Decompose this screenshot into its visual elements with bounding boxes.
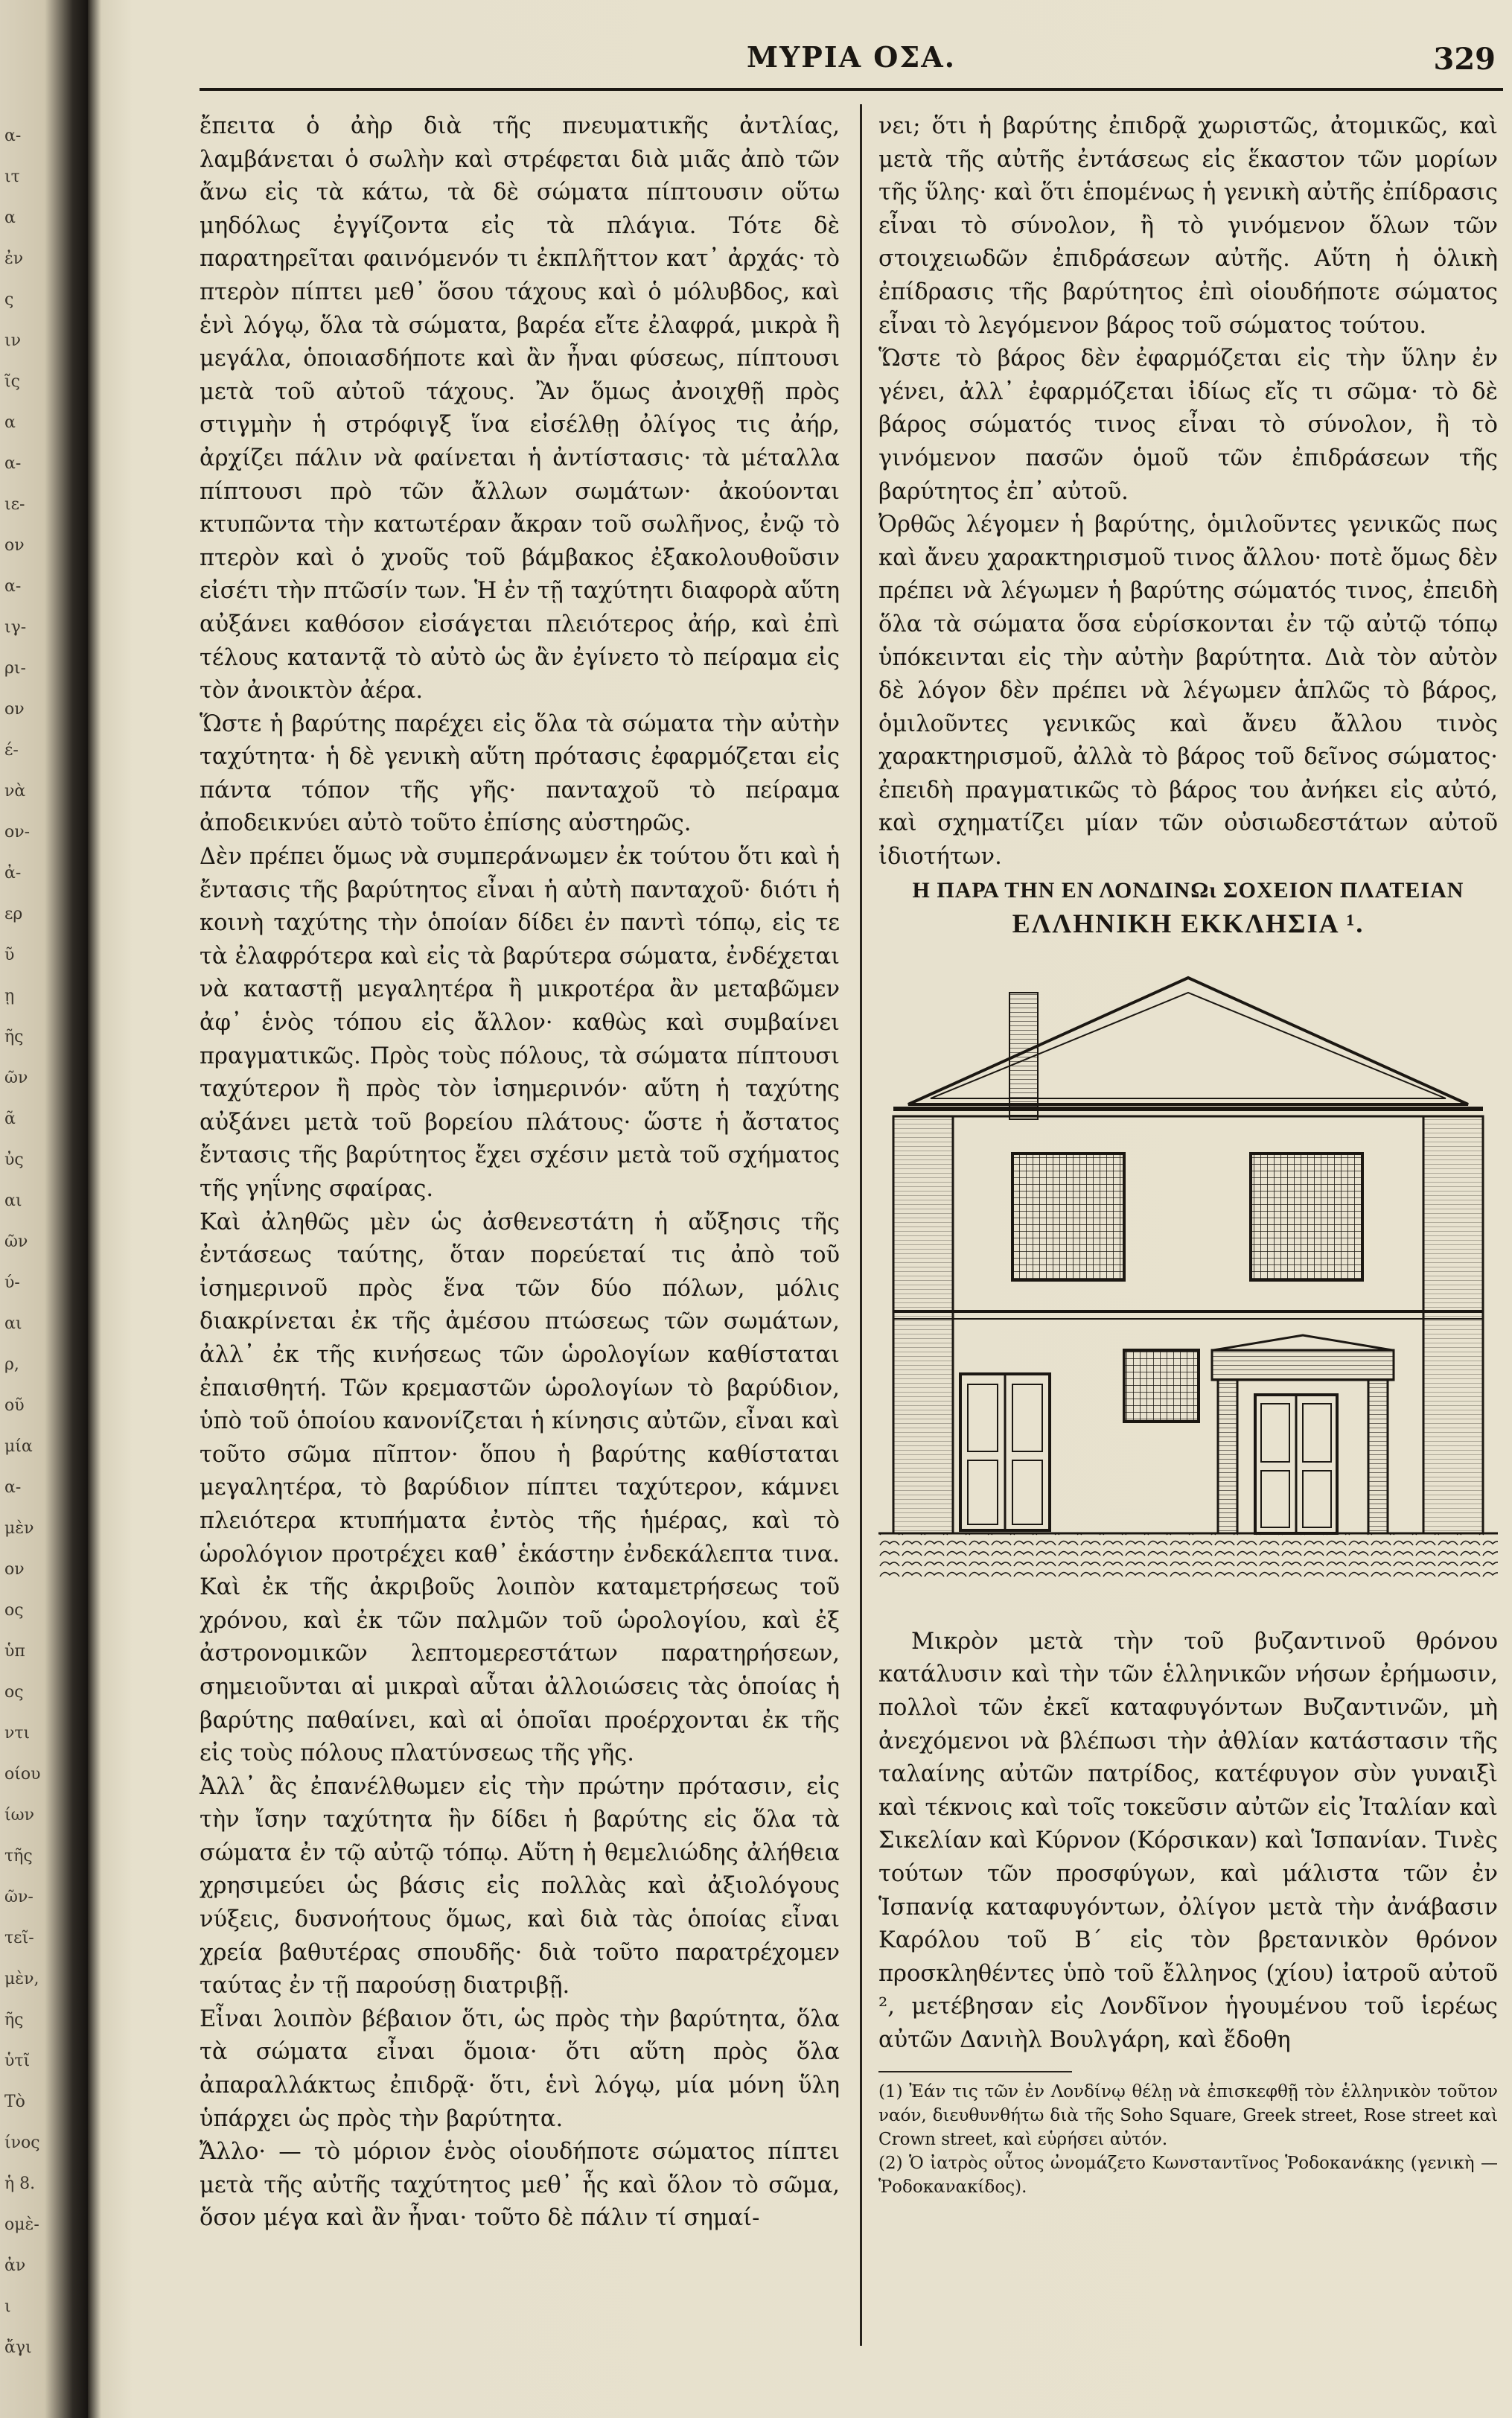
previous-page-fragment: ὑτῖ (4, 2052, 31, 2070)
previous-page-fragment: ᾶ (4, 1110, 16, 1128)
previous-page-fragment: ὐς (4, 1151, 24, 1169)
previous-page-fragment: ίνος (4, 2134, 40, 2152)
previous-page-fragment: οῦ (4, 1396, 25, 1415)
previous-page-fragment: μὲν (4, 1519, 34, 1538)
page-header (200, 36, 1503, 91)
previous-page-fragment: ῆς (4, 1028, 24, 1046)
paragraph: Μικρὸν μετὰ τὴν τοῦ βυζαντινοῦ θρόνου κατάλυσιν καὶ τὴν τῶν ἑλληνικῶν νήσων ἐρήμωσιν, πολλοὶ τῶν ἐκεῖ καταφυγόντων Βυζαντινῶν, μὴ ἀνεχόμενοι νὰ βλέπωσι τὴν ἀθλίαν κατάστασιν τῆς ταλαίνης αὐτῶν πατρίδος, κατέφυγον σὺν γυναιξὶ καὶ τέκνοις καὶ τοῖς τοκεῦσιν αὐτῶν εἰς Ἰταλίαν καὶ Σικελίαν καὶ Κύρνον (Κόρσικαν) καὶ Ἱσπανίαν. Τινὲς τούτων τῶν προσφύγων, καὶ μάλιστα τῶν ἐν Ἱσπανίᾳ καταφυγόντων, ὀλίγον μετὰ τὴν ἀνάβασιν Καρόλου τοῦ Β´ εἰς τὸν βρετανικὸν θρόνον προσκληθέντες ὑπὸ τοῦ ἔλληνος (χίου) ἰατροῦ αὐτοῦ ², μετέβησαν εἰς Λονδῖνον ἡγουμένου τοῦ ἱερέως αὐτῶν Δανιὴλ Βουλγάρη, καὶ ἔδοθη (878, 1628, 1498, 2053)
previous-page-fragment: ρι- (4, 659, 26, 678)
paragraph: Ὥστε ἡ βαρύτης παρέχει εἰς ὅλα τὰ σώματα τὴν αὐτὴν ταχύτητα· ἡ δὲ γενικὴ αὕτη πρότασις ἐφαρμόζεται εἰς πάντα τόπον τῆς γῆς· πανταχοῦ τὸ πείραμα ἀποδεικνύει αὐτὸ τοῦτο ἐπίσης αὐστηρῶς. (200, 710, 840, 837)
previous-page-fragment: ῶν (4, 1232, 28, 1251)
paragraph: Ὥστε τὸ βάρος δὲν ἐφαρμόζεται εἰς τὴν ὕλην ἐν γένει, ἀλλ᾽ ἐφαρμόζεται ἰδίως εἴς τι σῶμα· τὸ δὲ βάρος σώματός τινος εἶναι τὸ σύνολον, ἢ τὸ γινόμενον πασῶν ὁμοῦ τῶν ἐπιδράσεων τῆς βαρύτητος ἐπ᾽ αὐτοῦ. (878, 346, 1498, 505)
footnote: (2) Ὁ ἰατρὸς οὗτος ὠνομάζετο Κωνσταντῖνος Ῥοδοκανάκης (γενικὴ — Ῥοδοκανακίδος). (878, 2153, 1498, 2197)
previous-page-fragment: ος (4, 1601, 24, 1620)
previous-page-fragment: ῶν (4, 1069, 28, 1087)
column-divider (860, 104, 862, 2346)
previous-page-fragment: ῖς (4, 372, 20, 391)
section-title: ΕΛΛΗΝΙΚΗ ΕΚΚΛΗΣΙΑ ¹. (1012, 909, 1365, 939)
paragraph: Ἄλλο· — τὸ μόριον ἑνὸς οἱουδήποτε σώματος πίπτει μετὰ τῆς αὐτῆς ταχύτητος μεθ᾽ ἧς καὶ ὅλον τὸ σῶμα, ὅσον μέγα καὶ ἂν ἦναι· τοῦτο δὲ πάλιν τί σημαί- (200, 2139, 840, 2232)
footnote: (1) Ἐάν τις τῶν ἐν Λονδίνῳ θέλῃ νὰ ἐπισκεφθῇ τὸν ἑλληνικὸν τοῦτον ναόν, διευθυνθήτω διὰ τῆς Soho Square, Greek street, Rose street καὶ Crown street, καὶ εὑρήσει αὐτόν. (878, 2081, 1498, 2149)
previous-page-fragment: ς (4, 290, 14, 309)
previous-page-fragment: α (4, 209, 16, 227)
previous-page-fragment: ον- (4, 823, 31, 841)
previous-page-fragment: ἀν (4, 2256, 26, 2275)
previous-page-edge (0, 0, 88, 2418)
section-heading: Η ΠΑΡΑ ΤΗΝ ΕΝ ΛΟΝΔΙΝΩι ΣΟΧΕΙΟΝ ΠΛΑΤΕΙΑΝ (912, 877, 1464, 903)
previous-page-fragment: αι (4, 1314, 22, 1333)
previous-page-fragment: ἄγι (4, 2338, 32, 2357)
footnote-rule (878, 2071, 1072, 2080)
running-title: ΜΥΡΙΑ ΟΣΑ. (747, 40, 956, 74)
previous-page-fragment: ἡ 8. (4, 2174, 36, 2193)
previous-page-fragment: ος (4, 1683, 24, 1702)
previous-page-fragment: τῆς (4, 1847, 33, 1865)
previous-page-fragment: ερ (4, 905, 23, 923)
previous-page-fragment: ιε- (4, 495, 25, 514)
right-column (878, 110, 1498, 2199)
page (88, 0, 1512, 2418)
previous-page-fragment: ρ, (4, 1355, 19, 1374)
previous-page-fragment: ῆς (4, 2011, 24, 2029)
previous-page-fragment: οίου (4, 1765, 41, 1784)
previous-page-fragment: τεῖ- (4, 1929, 34, 1947)
paragraph: Δὲν πρέπει ὅμως νὰ συμπεράνωμεν ἐκ τούτου ὅτι καὶ ἡ ἔντασις τῆς βαρύτητος εἶναι ἡ αὐτὴ πανταχοῦ· διότι ἡ κοινὴ ταχύτης τὴν ὁποίαν δίδει ἐν παντὶ τόπῳ, εἰς τε τὰ ἐλαφρότερα καὶ εἰς τὰ βαρύτερα σώματα, ἐνδέχεται νὰ καταστῇ μεγαλητέρα ἢ μικροτέρα ἂν μεταβῶμεν ἀφ᾽ ἑνὸς τόπου εἰς ἄλλον· καθὼς καὶ συμβαίνει πραγματικῶς. Πρὸς τοὺς πόλους, τὰ σώματα πίπτουσι ταχύτερον ἢ πρὸς τὸν ἰσημερινόν· αὕτη ἡ ταχύτης αὐξάνει μετὰ τοῦ βορείου πλάτους· ὥστε ἡ ἄστατος ἔντασις τῆς βαρύτητος ἔχει σχέσιν μετὰ τοῦ σχήματος τῆς γηΐνης σφαίρας. (200, 844, 840, 1202)
previous-page-fragment: έ- (4, 741, 19, 760)
paragraph: Εἶναι λοιπὸν βέβαιον ὅτι, ὡς πρὸς τὴν βαρύτητα, ὅλα τὰ σώματα εἶναι ὅμοια· ὅτι αὕτη πρὸς ὅλα ἀπαραλλάκτως ἐπιδρᾷ· ὅτι, ἑνὶ λόγῳ, μία μόνη ὕλη ὑπάρχει ὡς πρὸς τὴν βαρύτητα. (200, 2005, 840, 2132)
previous-page-fragment: ιγ- (4, 618, 27, 637)
previous-page-fragment: α (4, 413, 16, 432)
previous-page-fragment: α- (4, 1478, 22, 1497)
previous-page-fragment: ντι (4, 1724, 31, 1743)
previous-page-fragment: ἀ- (4, 864, 22, 882)
previous-page-fragment: α- (4, 127, 22, 145)
previous-page-fragment: ἐν (4, 249, 24, 268)
previous-page-fragment: ιν (4, 331, 21, 350)
previous-page-fragment: α- (4, 454, 22, 473)
paragraph: Καὶ ἀληθῶς μὲν ὡς ἀσθενεστάτη ἡ αὔξησις τῆς ἐντάσεως ταύτης, ὅταν πορεύεταί τις ἀπὸ τοῦ ἰσημερινοῦ πρὸς ἕνα τῶν δύο πόλων, μόλις διακρίνεται ἐκ τῆς ἀμέσου πτώσεως τῶν σωμάτων, ἀλλ᾽ ἐκ τῆς κινήσεως τῶν ὡρολογίων καθίσταται ἐπαισθητή. Τῶν κρεμαστῶν ὡρολογίων τὸ βαρύδιον, ὑπὸ τοῦ ὁποίου κανονίζεται ἡ κίνησις αὐτῶν, εἶναι καὶ τοῦτο σῶμα πῖπτον· ὅπου ἡ βαρύτης καθίσταται μεγαλητέρα, τὸ βαρύδιον πίπτει ταχύτερον, κάμνει πλειότερα κτυπήματα ἐντὸς τῆς ἡμέρας, καὶ τὸ ὡρολόγιον προτρέχει καθ᾽ ἑκάστην ἐνδεκάλεπτα τινα. Καὶ ἐκ τῆς ἀκριβοῦς λοιπὸν καταμετρήσεως τοῦ χρόνου, καὶ ἐκ τῶν παλμῶν τοῦ ὡρολογίου, καὶ ἐξ ἀστρονομικῶν λεπτομερεστάτων παρατηρήσεων, σημειοῦνται αἱ μικραὶ αὗται ἀλλοιώσεις τὰς ὁποίας ἡ βαρύτης παθαίνει, καὶ αἱ ὁποῖαι προέρχονται ἐκ τῆς εἰς τοὺς πόλους πλατύνσεως τῆς γῆς. (200, 1209, 840, 1767)
previous-page-fragment: ῃ (4, 987, 15, 1005)
paragraph: ἔπειτα ὁ ἀὴρ διὰ τῆς πνευματικῆς ἀντλίας, λαμβάνεται ὁ σωλὴν καὶ στρέφεται διὰ μιᾶς ἀπὸ τῶν ἄνω εἰς τὰ κάτω, τὰ δὲ σώματα πίπτουσιν οὕτω μηδόλως ἐγγίζοντα εἰς τὰ πλάγια. Τότε δὲ παρατηρεῖται φαινόμενόν τι ἐκπλῆττον κατ᾽ ἀρχάς· τὸ πτερὸν πίπτει μεθ᾽ ὅσου τάχους καὶ ὁ μόλυβδος, καὶ ἑνὶ λόγῳ, ὅλα τὰ σώματα, βαρέα εἴτε ἐλαφρά, μικρὰ ἢ μεγάλα, ὁποιασδήποτε καὶ ἂν ἦναι φύσεως, πίπτουσι μετὰ τοῦ αὐτοῦ τάχους. Ἂν ὅμως ἀνοιχθῇ πρὸς στιγμὴν ἡ στρόφιγξ ἵνα εἰσέλθῃ ὀλίγος τις ἀήρ, ἀρχίζει πάλιν νὰ φαίνεται ἡ ἀντίστασις· τὰ μέταλλα πίπτουσι πρὸ τῶν ἄλλων σωμάτων· ἀκούονται κτυπῶντα τὴν κατωτέραν ἄκραν τοῦ σωλῆνος, ἐνῷ τὸ πτερὸν καὶ ὁ χνοῦς τοῦ βάμβακος ἐξακολουθοῦσιν εἰσέτι τὴν πτῶσίν των. Ἡ ἐν τῇ ταχύτητι διαφορὰ αὕτη αὐξάνει καθόσον εἰσάγεται πλειότερος ἀήρ, καὶ ἐπὶ τέλους καταντᾷ τὸ αὐτὸ ὡς ἂν ἐγίνετο τὸ πείραμα εἰς τὸν ἀνοικτὸν ἀέρα. (200, 113, 840, 704)
previous-page-fragment: ομὲ- (4, 2215, 39, 2234)
church-illustration (878, 963, 1498, 1603)
previous-page-fragment: μὲν, (4, 1970, 39, 1988)
previous-page-fragment: αι (4, 1191, 22, 1210)
previous-page-fragment: Τὸ (4, 2093, 25, 2111)
previous-page-fragment: ῶν- (4, 1888, 34, 1906)
paragraph: Ἀλλ᾽ ἂς ἐπανέλθωμεν εἰς τὴν πρώτην πρότασιν, εἰς τὴν ἴσην ταχύτητα ἣν δίδει ἡ βαρύτης εἰς ὅλα τὰ σώματα ἐν τῷ αὐτῷ τόπῳ. Αὕτη ἡ θεμελιώδης ἀλήθεια χρησιμεύει ὡς βάσις εἰς πολλὰς καὶ ἀξιολόγους νύξεις, δυσνοήτους ὅμως, καὶ διὰ τὰς ὁποίας εἶναι χρεία βαθυτέρας σπουδῆς· διὰ τοῦτο παρατρέχομεν ταύτας ἐν τῇ παρούσῃ διατριβῇ. (200, 1773, 840, 1999)
paragraph: Ὀρθῶς λέγομεν ἡ βαρύτης, ὁμιλοῦντες γενικῶς πως καὶ ἄνευ χαρακτηρισμοῦ τινος ἄλλου· ποτὲ ὅμως δὲν πρέπει νὰ λέγωμεν ἡ βαρύτης σώματός τινος, ἐπειδὴ ὅλα τὰ σώματα ὅσα εὑρίσκονται ἐν τῷ αὐτῷ τόπῳ ὑπόκεινται εἰς τὴν αὐτὴν βαρύτητα. Διὰ τὸν αὐτὸν δὲ λόγον δὲν πρέπει νὰ λέγωμεν ἁπλῶς τὸ βάρος, ὁμιλοῦντες γενικῶς καὶ ἄνευ ἄλλου τινὸς χαρακτηρισμοῦ, ἀλλὰ τὸ βάρος τοῦ δεῖνος σώματος· ἐπειδὴ πραγματικῶς τὸ βάρος του ἀνήκει εἰς αὐτό, καὶ σχηματίζει μίαν τῶν οὐσιωδεστάτων αὐτοῦ ἰδιοτήτων. (878, 512, 1498, 871)
previous-page-fragment: ίων (4, 1806, 34, 1824)
previous-page-fragment: ῦ (4, 946, 15, 964)
previous-page-fragment: ιτ (4, 168, 20, 186)
previous-page-fragment: νὰ (4, 782, 26, 801)
previous-page-fragment: μία (4, 1437, 33, 1456)
previous-page-fragment: ον (4, 700, 25, 719)
previous-page-fragment: ον (4, 536, 25, 555)
paragraph: νει; ὅτι ἡ βαρύτης ἐπιδρᾷ χωριστῶς, ἀτομικῶς, καὶ μετὰ τῆς αὐτῆς ἐντάσεως εἰς ἕκαστον τῶν μορίων τῆς ὕλης· καὶ ὅτι ἑπομένως ἡ γενικὴ αὐτῆς ἐπίδρασις εἶναι τὸ σύνολον, ἢ τὸ γινόμενον ὅλων τῶν στοιχειωδῶν ἐπιδράσεων αὐτῆς. Αὕτη ἡ ὁλικὴ ἐπίδρασις τῆς βαρύτητος ἐπὶ οἱουδήποτε σώματος εἶναι τὸ λεγόμενον βάρος τοῦ σώματος τούτου. (878, 113, 1498, 339)
previous-page-fragment: ον (4, 1560, 25, 1579)
previous-page-fragment: ύ- (4, 1273, 20, 1292)
previous-page-fragment: α- (4, 577, 22, 596)
previous-page-fragment: ὑπ (4, 1642, 25, 1661)
left-column (200, 110, 840, 2236)
previous-page-fragment: ι (4, 2297, 11, 2316)
page-number: 329 (1433, 42, 1496, 77)
